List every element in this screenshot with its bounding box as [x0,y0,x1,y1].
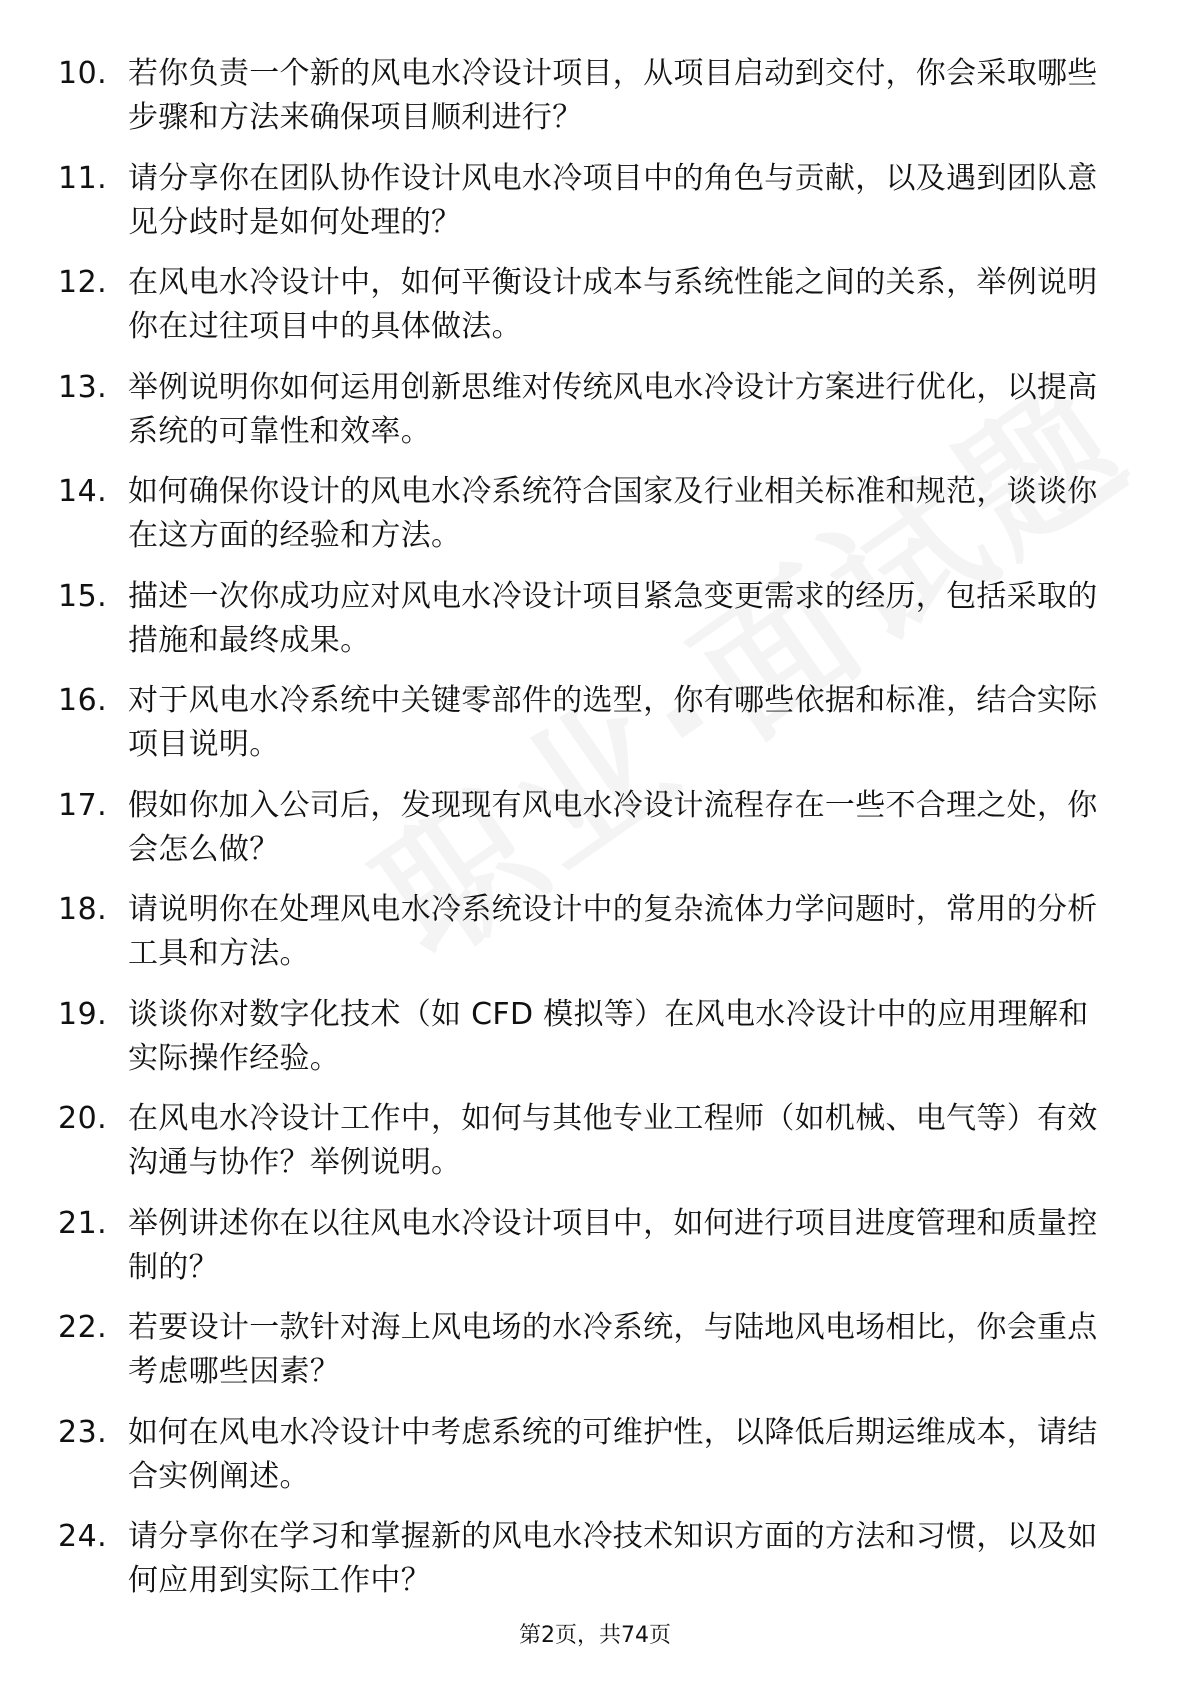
question-text: 假如你加入公司后，发现现有风电水冷设计流程存在一些不合理之处，你会怎么做？ [128,787,1098,867]
list-item [58,679,1118,784]
question-number: 10. [58,56,108,91]
question-number: 12. [58,265,108,300]
question-number: 16. [58,683,108,718]
list-item [58,993,1118,1098]
question-number: 21. [58,1205,108,1241]
list-item [58,1097,1118,1202]
page-footer: 第2页，共74页 [519,1623,671,1648]
list-item [58,157,1118,262]
question-text: 举例说明你如何运用创新思维对传统风电水冷设计方案进行优化，以提高系统的可靠性和效率。 [128,369,1098,449]
list-item [58,470,1118,575]
question-text: 若你负责一个新的风电水冷设计项目，从项目启动到交付，你会采取哪些步骤和方法来确保项目顺利进行？ [128,56,1098,135]
question-number: 20. [58,1101,108,1136]
question-text: 请分享你在学习和掌握新的风电水冷技术知识方面的方法和习惯，以及如何应用到实际工作中？ [128,1519,1098,1598]
question-number: 18. [58,892,108,927]
list-item [58,1411,1118,1516]
question-number: 23. [58,1414,108,1450]
list-item [58,784,1118,889]
question-number: 19. [58,996,108,1032]
list-item [58,888,1118,993]
question-number: 11. [58,160,108,196]
list-item [58,261,1118,366]
list-item [58,52,1118,157]
question-text: 对于风电水冷系统中关键零部件的选型，你有哪些依据和标准，结合实际项目说明。 [128,683,1098,762]
list-item [58,575,1118,680]
question-number: 17. [58,787,108,823]
question-number: 14. [58,474,108,509]
question-text: 举例讲述你在以往风电水冷设计项目中，如何进行项目进度管理和质量控制的？ [128,1205,1098,1285]
question-text: 请分享你在团队协作设计风电水冷项目中的角色与贡献，以及遇到团队意见分歧时是如何处理的？ [128,160,1098,240]
question-text: 在风电水冷设计工作中，如何与其他专业工程师（如机械、电气等）有效沟通与协作？举例说明。 [128,1101,1098,1180]
question-number: 24. [58,1519,108,1554]
question-number: 13. [58,369,108,405]
question-list [58,52,1118,1620]
question-text: 如何在风电水冷设计中考虑系统的可维护性，以降低后期运维成本，请结合实例阐述。 [128,1414,1098,1494]
question-text: 谈谈你对数字化技术（如 CFD 模拟等）在风电水冷设计中的应用理解和实际操作经验。 [128,996,1089,1076]
question-text: 如何确保你设计的风电水冷系统符合国家及行业相关标准和规范，谈谈你在这方面的经验和方法。 [128,474,1098,553]
question-text: 描述一次你成功应对风电水冷设计项目紧急变更需求的经历，包括采取的措施和最终成果。 [128,578,1098,658]
question-text: 在风电水冷设计中，如何平衡设计成本与系统性能之间的关系，举例说明你在过往项目中的具体做法。 [128,265,1098,344]
list-item [58,1202,1118,1307]
question-number: 15. [58,578,108,614]
question-number: 22. [58,1310,108,1345]
list-item [58,366,1118,471]
list-item [58,1515,1118,1620]
question-text: 若要设计一款针对海上风电场的水冷系统，与陆地风电场相比，你会重点考虑哪些因素？ [128,1310,1098,1389]
list-item [58,1306,1118,1411]
question-text: 请说明你在处理风电水冷系统设计中的复杂流体力学问题时，常用的分析工具和方法。 [128,892,1098,971]
